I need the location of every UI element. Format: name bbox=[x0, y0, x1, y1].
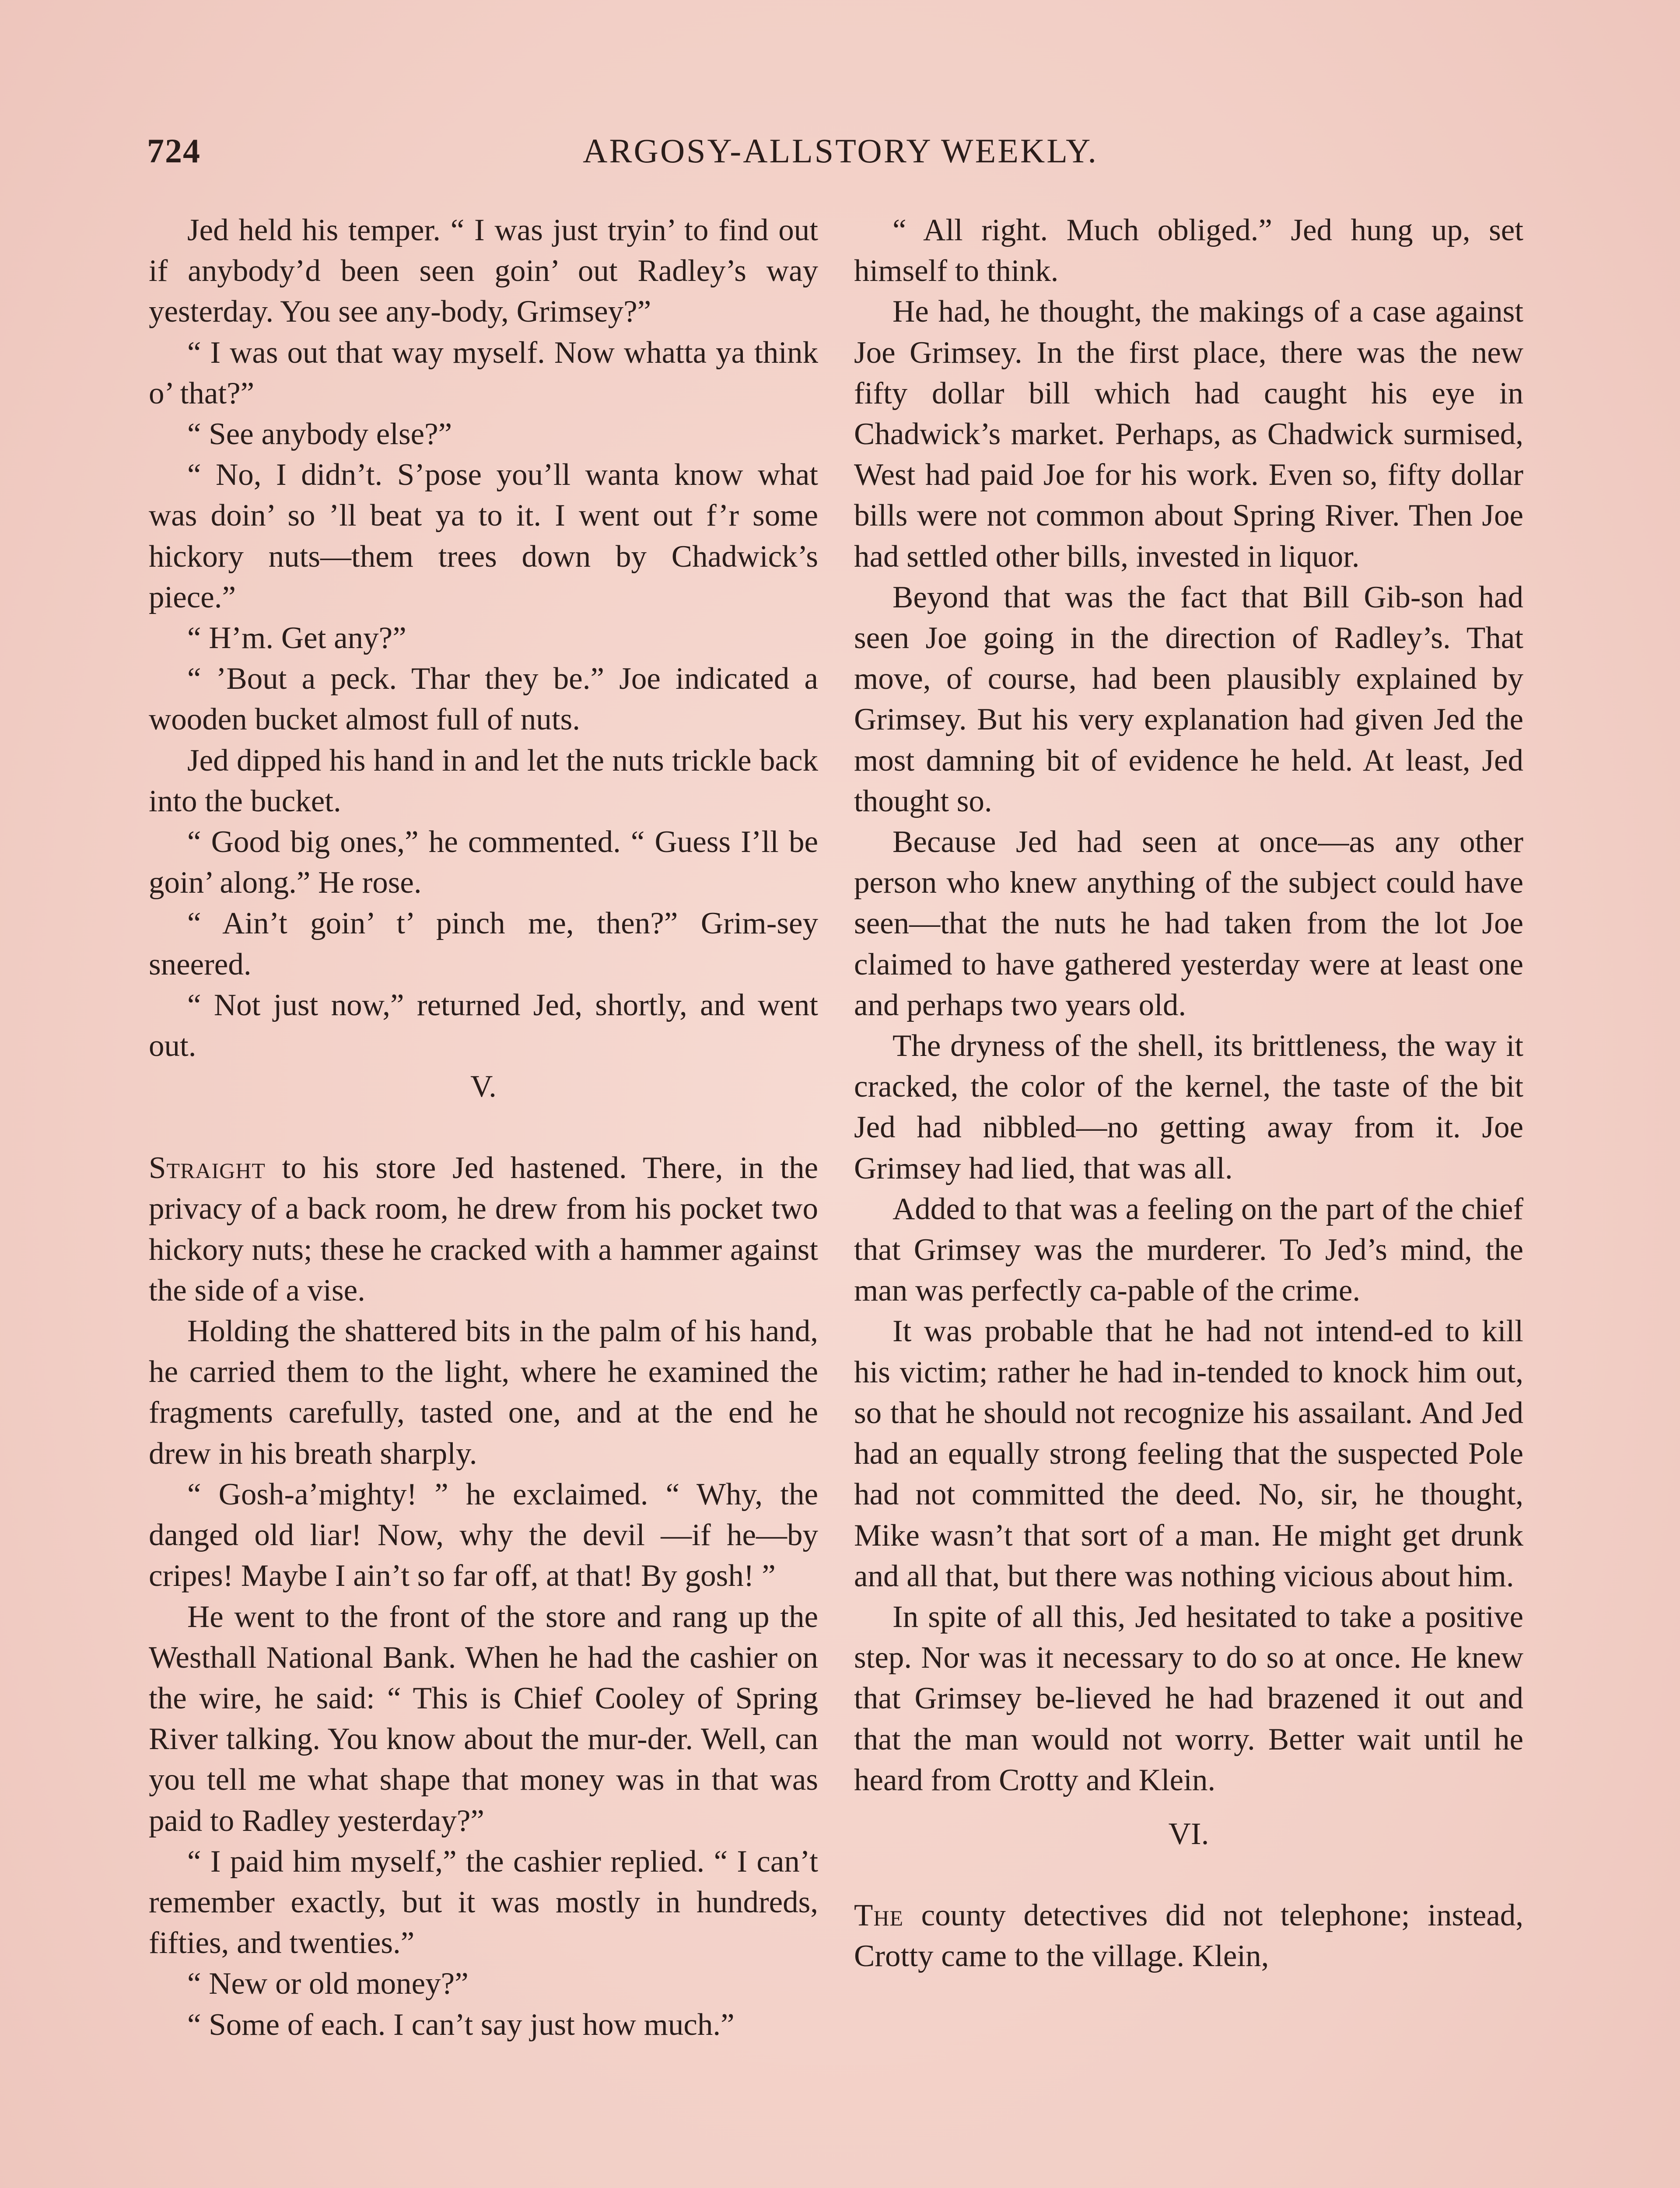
paragraph: “ Some of each. I can’t say just how much.” bbox=[187, 2007, 735, 2042]
paragraph: In spite of all this, Jed hesitated to take a positive step. Nor was it necessary to do so at once. He knew that Grimsey be-lieved he had brazened it out and that the man would not worry. Better wait until he heard from Crotty and Klein. bbox=[854, 1599, 1523, 1797]
paragraph: He had, he thought, the makings of a case against Joe Grimsey. In the first place, there was the new fifty dollar bill which had caught his eye in Chadwick’s market. Perhaps, as Chadwick surmised, West had paid Joe for his work. Even so, fifty dollar bills were not common about Spring River. Then Joe had settled other bills, invested in liquor. bbox=[854, 295, 1523, 574]
page-header bbox=[147, 131, 1534, 179]
paragraph: Added to that was a feeling on the part of the chief that Grimsey was the murderer. To Jed’s mind, the man was perfectly ca-pable of the crime. bbox=[854, 1192, 1523, 1308]
right-column bbox=[854, 210, 1523, 1977]
section-v-opening-paragraph bbox=[149, 1148, 818, 1311]
paragraph-text: county detectives did not telephone; instead, Crotty came to the village. Klein, bbox=[854, 1898, 1523, 1974]
paragraph: He went to the front of the store and rang up the Westhall National Bank. When he had the cashier on the wire, he said: “ This is Chief Cooley of Spring River talking. You know about the mur-der. Well, can you tell me what shape that money was in that was paid to Radley yesterday?” bbox=[149, 1599, 818, 1838]
paragraph: “ H’m. Get any?” bbox=[187, 621, 406, 656]
paragraph: “ Ain’t goin’ t’ pinch me, then?” Grim-sey sneered. bbox=[149, 906, 818, 982]
paragraph: It was probable that he had not intend-ed to kill his victim; rather he had in-tended to knock him out, so that he should not recognize his assailant. And Jed had an equally strong feeling that the suspected Pole had not committed the deed. No, sir, he thought, Mike wasn’t that sort of a man. He might get drunk and all that, but there was nothing vicious about him. bbox=[854, 1314, 1523, 1593]
paragraph: “ ’Bout a peck. Thar they be.” Joe indicated a wooden bucket almost full of nuts. bbox=[149, 662, 818, 737]
running-title: ARGOSY-ALLSTORY WEEKLY. bbox=[583, 132, 1098, 170]
page-number: 724 bbox=[147, 132, 201, 170]
lead-word: Straight bbox=[149, 1151, 266, 1185]
paragraph: “ New or old money?” bbox=[187, 1967, 469, 2001]
paragraph: “ I paid him myself,” the cashier replied. “ I can’t remember exactly, but it was mostly in hundreds, fifties, and twenties.” bbox=[149, 1844, 818, 1960]
lead-word: The bbox=[854, 1898, 904, 1932]
paragraph: Holding the shattered bits in the palm of his hand, he carried them to the light, where he examined the fragments carefully, tasted one, and at the end he drew in his breath sharply. bbox=[149, 1314, 818, 1471]
paragraph: “ No, I didn’t. S’pose you’ll wanta know what was doin’ so ’ll beat ya to it. I went out f’r some hickory nuts—them trees down by Chadwick’s piece.” bbox=[149, 458, 818, 614]
paragraph: Beyond that was the fact that Bill Gib-son had seen Joe going in the direction of Radley’s. That move, of course, had been plausibly explained by Grimsey. But his very explanation had given Jed the most damning bit of evidence he held. At least, Jed thought so. bbox=[854, 580, 1523, 818]
paragraph: “ Gosh-a’mighty! ” he exclaimed. “ Why, the danged old liar! Now, why the devil —if he—by cripes! Maybe I ain’t so far off, at that! By gosh! ” bbox=[149, 1477, 818, 1593]
paragraph: “ See anybody else?” bbox=[187, 417, 452, 452]
left-column bbox=[149, 210, 818, 2045]
paragraph: The dryness of the shell, its brittleness, the way it cracked, the color of the kernel, the taste of the bit Jed had nibbled—no getting away from it. Joe Grimsey had lied, that was all. bbox=[854, 1029, 1523, 1185]
paragraph: “ All right. Much obliged.” Jed hung up, set himself to think. bbox=[854, 213, 1523, 288]
paragraph-text: to his store Jed hastened. There, in the privacy of a back room, he drew from his pocket two hickory nuts; these he cracked with a hammer against the side of a vise. bbox=[149, 1151, 818, 1308]
paragraph: “ I was out that way myself. Now whatta ya think o’ that?” bbox=[149, 335, 818, 410]
paragraph: Jed held his temper. “ I was just tryin’ to find out if anybody’d been seen goin’ out Radley’s way yesterday. You see any-body, Grimsey?” bbox=[149, 213, 818, 329]
paragraph: Jed dipped his hand in and let the nuts trickle back into the bucket. bbox=[149, 743, 818, 818]
section-vi-opening-paragraph bbox=[854, 1895, 1523, 1977]
section-heading-v: V. bbox=[470, 1069, 497, 1104]
paragraph: “ Not just now,” returned Jed, shortly, and went out. bbox=[149, 988, 818, 1063]
paragraph: “ Good big ones,” he commented. “ Guess I’ll be goin’ along.” He rose. bbox=[149, 825, 818, 900]
paragraph: Because Jed had seen at once—as any other person who knew anything of the subject could have seen—that the nuts he had taken from the lot Joe claimed to have gathered yesterday were at least one and perhaps two years old. bbox=[854, 825, 1523, 1022]
section-heading-vi: VI. bbox=[1168, 1816, 1209, 1851]
